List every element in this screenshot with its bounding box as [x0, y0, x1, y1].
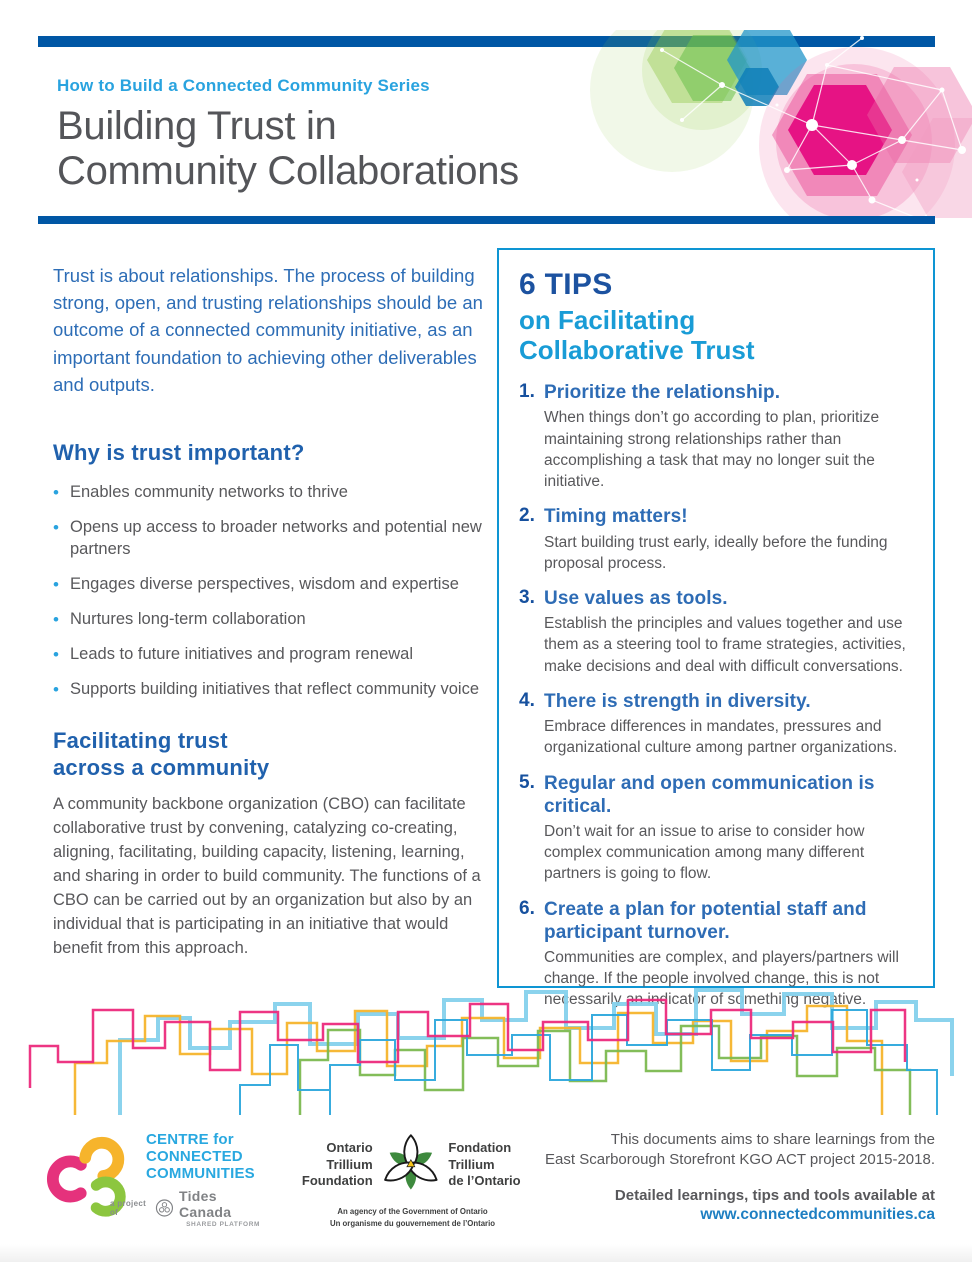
tip-heading: Timing matters!	[544, 506, 688, 528]
otf-agency-en: An agency of the Government of Ontario	[337, 1207, 488, 1216]
tip-item	[519, 381, 913, 492]
trillium-icon	[380, 1130, 442, 1200]
list-item: • Opens up access to broader networks and potential new partners	[53, 517, 488, 561]
tip-heading: Regular and open communication is critical.	[544, 772, 875, 817]
list-item: • Nurtures long-term collaboration	[53, 609, 488, 631]
tip-body: Establish the principles and values together and use them as a steering tool to frame strategies, activities, make decisions and deal with difficult conversations.	[544, 615, 906, 675]
facilitating-heading-line-1: Facilitating trust	[53, 727, 228, 753]
hexagon-network-graphic	[572, 30, 972, 218]
tip-body: Communities are complex, and players/partners will change. If the people involved change, this is not necessarily an indicator of something negative.	[544, 948, 899, 1009]
list-item: • Leads to future initiatives and program renewal	[53, 644, 488, 666]
series-label: How to Build a Connected Community Series	[57, 76, 430, 95]
tip-number: 2.	[519, 505, 535, 527]
facilitating-heading-line-2: across a community	[53, 755, 270, 780]
tip-number: 3.	[519, 587, 535, 609]
otf-agency-fr: Un organisme du gouvernement de l’Ontario	[329, 1218, 496, 1228]
top-rule-bar	[38, 36, 935, 47]
c3-line-3: COMMUNITIES	[146, 1164, 255, 1182]
footer-note-line-2: East Scarborough Storefront KGO ACT project 2015-2018.	[545, 1151, 935, 1169]
page-header	[57, 76, 617, 194]
title-line-1: Building Trust in	[57, 104, 337, 148]
why-heading: Why is trust important?	[53, 439, 305, 465]
tip-body: Don’t wait for an issue to arise to consider how complex communication among many different partners is going to flow.	[544, 822, 865, 883]
tips-panel	[497, 248, 935, 1009]
otf-en-line: Ontario	[326, 1139, 373, 1155]
list-item: • Engages diverse perspectives, wisdom and expertise	[53, 574, 488, 596]
otf-fr-line: Trillium	[448, 1156, 495, 1172]
otf-fr-line: de l’Ontario	[448, 1173, 521, 1189]
tip-body: Start building trust early, ideally before the funding proposal process.	[544, 533, 888, 572]
list-item: • Supports building initiatives that reflect community voice	[53, 679, 488, 701]
c3-wordmark	[146, 1132, 255, 1183]
page-footer	[0, 1122, 972, 1242]
footer-notes	[545, 1130, 935, 1224]
tides-canada-row	[110, 1188, 260, 1228]
tips-list	[519, 381, 913, 1010]
tip-item	[519, 587, 913, 677]
tip-item	[519, 690, 913, 759]
shared-platform-label: SHARED PLATFORM	[186, 1221, 261, 1228]
facilitating-heading	[53, 727, 488, 782]
footer-note-line-1: This documents aims to share learnings from the	[610, 1131, 935, 1148]
footer-detail-line: Detailed learnings, tips and tools available at	[614, 1186, 935, 1204]
c3-line-1: CENTRE for	[146, 1131, 234, 1148]
otf-en-line: Trillium	[326, 1156, 373, 1172]
otf-row	[295, 1130, 530, 1200]
header-divider-bar	[38, 216, 935, 224]
tides-canada-label: Tides Canada	[179, 1188, 232, 1220]
otf-en-line: Foundation	[301, 1173, 373, 1189]
otf-english-name	[295, 1140, 373, 1191]
project-of-label: a project of	[110, 1199, 147, 1217]
tip-number: 6.	[519, 897, 535, 919]
list-item: • Enables community networks to thrive	[53, 482, 488, 504]
tip-heading: Create a plan for potential staff and participant turnover.	[544, 898, 867, 943]
title-line-2: Community Collaborations	[57, 149, 519, 194]
otf-fr-line: Fondation	[448, 1139, 512, 1155]
tips-subtitle	[519, 305, 913, 365]
skyline-graphic	[0, 988, 972, 1115]
intro-paragraph: Trust is about relationships. The process of building strong, open, and trusting relationships should be an outcome of a connected community initiative, as an important foundation to achieving other deliverables and outputs.	[53, 265, 483, 395]
tip-body: Embrace differences in mandates, pressures and organizational culture among partner organizations.	[544, 718, 898, 757]
facilitating-body: A community backbone organization (CBO) can facilitate collaborative trust by convening, catalyzing co-creating, aligning, facilitating, building capacity, listening, learning, and sharing in order to build community. The functions of a CBO can be carried out by an organization but also by an individual that is participating in an initiative that would benefit from this approach.	[53, 794, 481, 957]
tips-subtitle-line-2: Collaborative Trust	[519, 335, 755, 366]
tips-subtitle-line-1: on Facilitating	[519, 305, 696, 335]
ontario-trillium-block	[295, 1130, 530, 1229]
tip-number: 1.	[519, 381, 535, 403]
page-title	[57, 104, 617, 194]
left-column	[53, 262, 488, 960]
tip-heading: Use values as tools.	[544, 588, 728, 610]
why-bullet-list	[53, 482, 488, 701]
tip-number: 4.	[519, 689, 535, 711]
c3-line-2: CONNECTED	[146, 1147, 243, 1165]
tip-item	[519, 772, 913, 885]
otf-agency-lines	[295, 1206, 530, 1229]
tip-heading: There is strength in diversity.	[544, 690, 811, 712]
tip-item	[519, 505, 913, 574]
tides-canada-icon	[155, 1197, 174, 1219]
tip-body: When things don’t go according to plan, prioritize maintaining strong relationships rather than accomplishing a task that may no longer suit the initiative.	[544, 409, 880, 491]
website-link[interactable]: www.connectedcommunities.ca	[700, 1205, 935, 1223]
tip-number: 5.	[519, 771, 535, 793]
tips-title: 6 TIPS	[519, 268, 613, 301]
tip-heading: Prioritize the relationship.	[544, 382, 781, 404]
page-bottom-shadow	[0, 1244, 972, 1262]
otf-french-name	[448, 1140, 530, 1191]
